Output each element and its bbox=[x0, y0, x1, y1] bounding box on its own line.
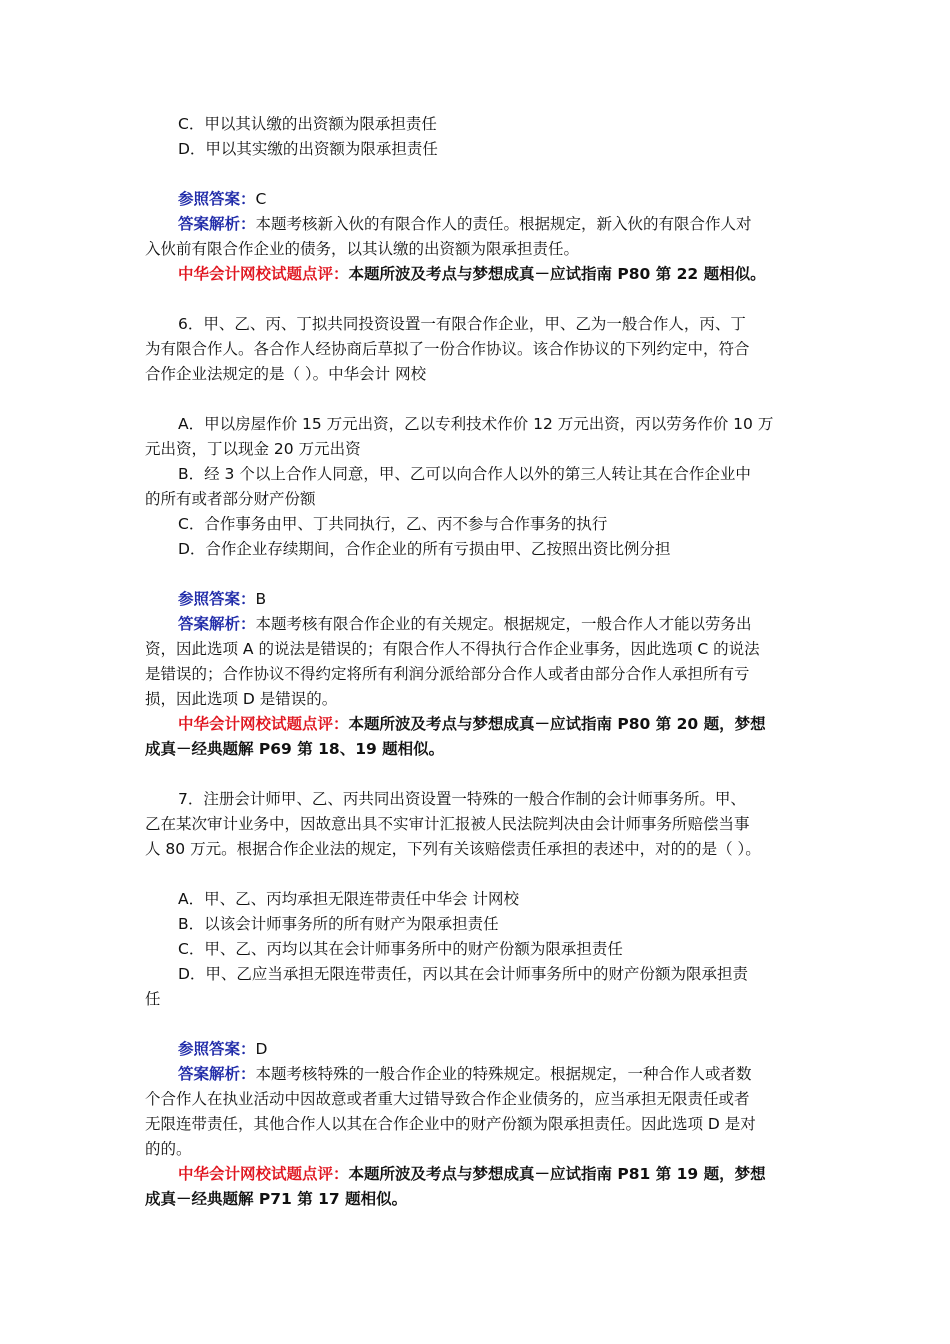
q6-option-c: C．合作事务由甲、丁共同执行，乙、丙不参与合作事务的执行 bbox=[178, 515, 608, 533]
q7-answer bbox=[145, 1037, 810, 1062]
spacer bbox=[145, 162, 810, 187]
answer-label: 参照答案： bbox=[178, 590, 256, 608]
document-page bbox=[145, 112, 810, 1212]
q7-analysis-line-2: 个合作人在执业活动中因故意或者重大过错导致合作企业债务的，应当承担无限责任或者 bbox=[145, 1090, 750, 1108]
analysis-label: 答案解析： bbox=[178, 1065, 256, 1083]
q6-option-a-line-2: 元出资，丁以现金 20 万元出资 bbox=[145, 440, 361, 458]
analysis-text: 本题考核特殊的一般合作企业的特殊规定。根据规定，一种合作人或者数 bbox=[255, 1065, 752, 1083]
q6-analysis-line-3: 是错误的；合作协议不得约定将所有利润分派给部分合作人或者由部分合作人承担所有亏 bbox=[145, 665, 750, 683]
spacer bbox=[145, 387, 810, 412]
spacer bbox=[145, 762, 810, 787]
q7-comment-line-2: 成真－经典题解 P71 第 17 题相似。 bbox=[145, 1190, 408, 1208]
q6-analysis-line-2: 资，因此选项 A 的说法是错误的；有限合作人不得执行合作企业事务，因此选项 C 的说法 bbox=[145, 640, 760, 658]
comment-text: 本题所波及考点与梦想成真－应试指南 P80 第 22 题相似。 bbox=[348, 265, 766, 283]
comment-label: 中华会计网校试题点评： bbox=[178, 1165, 349, 1183]
spacer bbox=[145, 562, 810, 587]
q7-option-d-line-2: 任 bbox=[145, 990, 161, 1008]
spacer bbox=[145, 862, 810, 887]
q6-answer bbox=[145, 587, 810, 612]
comment-label: 中华会计网校试题点评： bbox=[178, 715, 349, 733]
q5-comment bbox=[145, 262, 810, 287]
answer-label: 参照答案： bbox=[178, 1040, 256, 1058]
q6-comment-line-2: 成真－经典题解 P69 第 18、19 题相似。 bbox=[145, 740, 445, 758]
q7-option-a: A．甲、乙、丙均承担无限连带责任中华会 计网校 bbox=[178, 890, 520, 908]
q6-analysis-line-4: 损，因此选项 D 是错误的。 bbox=[145, 690, 338, 708]
q6-option-a-line-1: A．甲以房屋作价 15 万元出资，乙以专利技术作价 12 万元出资，丙以劳务作价 10 万 bbox=[178, 415, 774, 433]
q5-analysis-line-2: 入伙前有限合作企业的债务，以其认缴的出资额为限承担责任。 bbox=[145, 240, 580, 258]
q5-option-c: C．甲以其认缴的出资额为限承担责任 bbox=[178, 115, 437, 133]
q5-answer bbox=[145, 187, 810, 212]
q7-stem-line-3: 人 80 万元。根据合作企业法的规定，下列有关该赔偿责任承担的表述中，对的的是（ ）。 bbox=[145, 840, 761, 858]
answer-value: C bbox=[255, 190, 267, 208]
spacer bbox=[145, 287, 810, 312]
q7-analysis-line-3: 无限连带责任，其他合作人以其在合作企业中的财产份额为限承担责任。因此选项 D 是对 bbox=[145, 1115, 756, 1133]
q6-stem-line-2: 为有限合作人。各合作人经协商后草拟了一份合作协议。该合作协议的下列约定中，符合 bbox=[145, 340, 750, 358]
q6-option-d: D．合作企业存续期间，合作企业的所有亏损由甲、乙按照出资比例分担 bbox=[178, 540, 671, 558]
analysis-text: 本题考核有限合作企业的有关规定。根据规定，一般合作人才能以劳务出 bbox=[255, 615, 752, 633]
analysis-text: 本题考核新入伙的有限合作人的责任。根据规定，新入伙的有限合作人对 bbox=[255, 215, 752, 233]
comment-text: 本题所波及考点与梦想成真－应试指南 P80 第 20 题，梦想 bbox=[348, 715, 766, 733]
q7-option-c: C．甲、乙、丙均以其在会计师事务所中的财产份额为限承担责任 bbox=[178, 940, 623, 958]
q7-stem-line-2: 乙在某次审计业务中，因故意出具不实审计汇报被人民法院判决由会计师事务所赔偿当事 bbox=[145, 815, 750, 833]
q7-option-b: B．以该会计师事务所的所有财产为限承担责任 bbox=[178, 915, 499, 933]
q6-option-b-line-1: B．经 3 个以上合作人同意，甲、乙可以向合作人以外的第三人转让其在合作企业中 bbox=[178, 465, 751, 483]
spacer bbox=[145, 1012, 810, 1037]
q6-stem-line-1: 6．甲、乙、丙、丁拟共同投资设置一有限合作企业，甲、乙为一般合作人，丙、丁 bbox=[178, 315, 746, 333]
comment-text: 本题所波及考点与梦想成真－应试指南 P81 第 19 题，梦想 bbox=[348, 1165, 766, 1183]
answer-label: 参照答案： bbox=[178, 190, 256, 208]
q7-stem-line-1: 7．注册会计师甲、乙、丙共同出资设置一特殊的一般合作制的会计师事务所。甲、 bbox=[178, 790, 746, 808]
analysis-label: 答案解析： bbox=[178, 215, 256, 233]
q5-analysis-line-1 bbox=[145, 212, 810, 237]
q5-option-d: D．甲以其实缴的出资额为限承担责任 bbox=[178, 140, 438, 158]
q6-analysis-line-1 bbox=[145, 612, 810, 637]
analysis-label: 答案解析： bbox=[178, 615, 256, 633]
q7-analysis-line-4: 的的。 bbox=[145, 1140, 192, 1158]
q6-option-b-line-2: 的所有或者部分财产份额 bbox=[145, 490, 316, 508]
answer-value: D bbox=[255, 1040, 268, 1058]
q7-analysis-line-1 bbox=[145, 1062, 810, 1087]
answer-value: B bbox=[255, 590, 267, 608]
q7-option-d-line-1: D．甲、乙应当承担无限连带责任，丙以其在会计师事务所中的财产份额为限承担责 bbox=[178, 965, 748, 983]
comment-label: 中华会计网校试题点评： bbox=[178, 265, 349, 283]
q6-comment-line-1 bbox=[145, 712, 810, 737]
q6-stem-line-3: 合作企业法规定的是（ ）。中华会计 网校 bbox=[145, 365, 427, 383]
q7-comment-line-1 bbox=[145, 1162, 810, 1187]
